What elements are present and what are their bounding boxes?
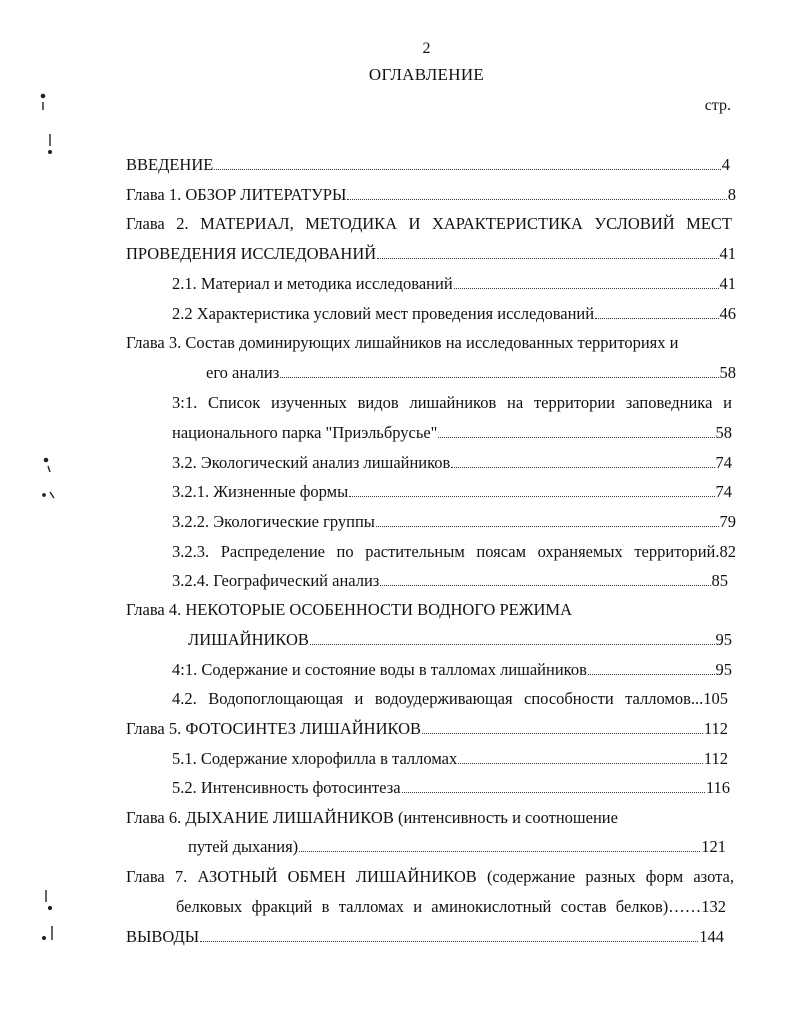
toc-entry [172, 482, 732, 502]
toc-entry-title: 5.2. Интенсивность фотосинтеза [172, 778, 401, 797]
toc-entry-page: 74 [715, 482, 732, 501]
toc-entry-title: Глава 1. ОБЗОР ЛИТЕРАТУРЫ [126, 185, 347, 204]
toc-entry-title: 3.2.3. Распределение по растительным поясам охраняемых территорий.82 [172, 542, 736, 561]
toc-entry-page: 95 [715, 660, 732, 679]
page-column-label: стр. [704, 97, 731, 114]
dot-leader [377, 257, 718, 259]
toc-entry-title: путей дыхания) [188, 837, 299, 856]
toc-entry [172, 453, 732, 473]
toc-entry-title: 3.2. Экологический анализ лишайников [172, 453, 451, 472]
toc-entry-title: Глава 4. НЕКОТОРЫЕ ОСОБЕННОСТИ ВОДНОГО РЕЖИМА [126, 600, 572, 619]
toc-entry [172, 512, 736, 532]
dot-leader [299, 850, 700, 852]
toc-entry-title: 3.2.1. Жизненные формы [172, 482, 349, 501]
toc-entry [172, 660, 732, 680]
toc-entry-page: 144 [699, 927, 724, 946]
toc-entry [126, 214, 732, 234]
toc-entry-page: 79 [719, 512, 736, 531]
toc-entry-title: 5.1. Содержание хлорофилла в талломах [172, 749, 458, 768]
toc-entry-page: 112 [703, 749, 728, 768]
dot-leader [380, 584, 710, 586]
toc-entry-title: 2.1. Материал и методика исследований [172, 274, 453, 293]
toc-entry-title: Глава 2. МАТЕРИАЛ, МЕТОДИКА И ХАРАКТЕРИСТИКА УСЛОВИЙ МЕСТ [126, 214, 732, 233]
toc-entry-title: 3.2.2. Экологические группы [172, 512, 375, 531]
toc-entry [172, 393, 732, 413]
toc-entry-title: 3:1. Список изученных видов лишайников на территории заповедника и [172, 393, 732, 412]
toc-entry-title: национального парка "Приэльбрусье" [172, 423, 438, 442]
dot-leader [588, 673, 715, 675]
dot-leader [451, 466, 714, 468]
toc-entry [172, 423, 732, 443]
toc-entry-title: ПРОВЕДЕНИЯ ИССЛЕДОВАНИЙ [126, 244, 377, 263]
toc-entry-title: 4.2. Водопоглощающая и водоудерживающая способности талломов...105 [172, 689, 728, 708]
toc-entry [172, 571, 728, 591]
toc-entry-page: 4 [721, 155, 730, 174]
toc-entry [126, 927, 724, 947]
toc-entry [172, 274, 736, 294]
toc-entry-page: 41 [719, 274, 736, 293]
toc-entry-title: белковых фракций в талломах и аминокислотный состав белков)……132 [176, 897, 726, 916]
toc-entry [126, 808, 736, 828]
toc-entry-title: 4:1. Содержание и состояние воды в талломах лишайников [172, 660, 587, 679]
toc-entry-page: 58 [715, 423, 732, 442]
toc-entry-page: 8 [727, 185, 736, 204]
toc-entry [126, 333, 736, 353]
toc-entry [126, 244, 736, 264]
toc-entry-page: 116 [705, 778, 730, 797]
toc-entry-title: Глава 7. АЗОТНЫЙ ОБМЕН ЛИШАЙНИКОВ (содержание разных форм азота, [126, 867, 734, 886]
toc-entry-title: ВЫВОДЫ [126, 927, 200, 946]
toc-entry [126, 867, 734, 887]
toc-entry [188, 630, 732, 650]
toc-entry-page: 74 [715, 453, 732, 472]
toc-entry-page: 58 [719, 363, 736, 382]
scan-artifacts [30, 90, 70, 950]
page-number: 2 [422, 40, 431, 57]
toc-entry [172, 689, 728, 709]
toc-entry-title: ВВЕДЕНИЕ [126, 155, 214, 174]
dot-leader [347, 198, 726, 200]
dot-leader [349, 495, 714, 497]
dot-leader [214, 168, 720, 170]
toc-entry [172, 304, 736, 324]
toc-entry-page: 85 [711, 571, 728, 590]
toc-entry-page: 46 [719, 304, 736, 323]
dot-leader [595, 317, 718, 319]
toc-entry-page: 41 [719, 244, 736, 263]
toc-entry-page: 121 [701, 837, 726, 856]
toc-entry [176, 897, 726, 917]
toc-entry-title: Глава 3. Состав доминирующих лишайников на исследованных территориях и [126, 333, 679, 352]
dot-leader [376, 525, 719, 527]
dot-leader [310, 643, 715, 645]
toc-entry [172, 778, 730, 798]
dot-leader [280, 376, 718, 378]
toc-entry-title: его анализ [206, 363, 280, 382]
toc-entry [172, 749, 728, 769]
toc-entry [126, 719, 728, 739]
dot-leader [458, 762, 703, 764]
toc-entry [126, 155, 730, 175]
toc-title: ОГЛАВЛЕНИЕ [368, 65, 485, 84]
toc-entry [206, 363, 736, 383]
toc-entry-title: Глава 6. ДЫХАНИЕ ЛИШАЙНИКОВ (интенсивность и соотношение [126, 808, 618, 827]
toc-entry-title: Глава 5. ФОТОСИНТЕЗ ЛИШАЙНИКОВ [126, 719, 422, 738]
dot-leader [422, 732, 703, 734]
toc-entry-title: 3.2.4. Географический анализ [172, 571, 380, 590]
toc-entry [126, 600, 736, 620]
toc-entry-title: 2.2 Характеристика условий мест проведения исследований [172, 304, 595, 323]
dot-leader [454, 287, 719, 289]
toc-entry-page: 112 [703, 719, 728, 738]
toc-entry-title: ЛИШАЙНИКОВ [188, 630, 309, 649]
toc-entry [172, 542, 736, 562]
toc-entry [126, 185, 736, 205]
toc-entry [188, 837, 726, 857]
dot-leader [200, 940, 698, 942]
dot-leader [402, 791, 705, 793]
toc-entry-page: 95 [715, 630, 732, 649]
dot-leader [438, 436, 714, 438]
